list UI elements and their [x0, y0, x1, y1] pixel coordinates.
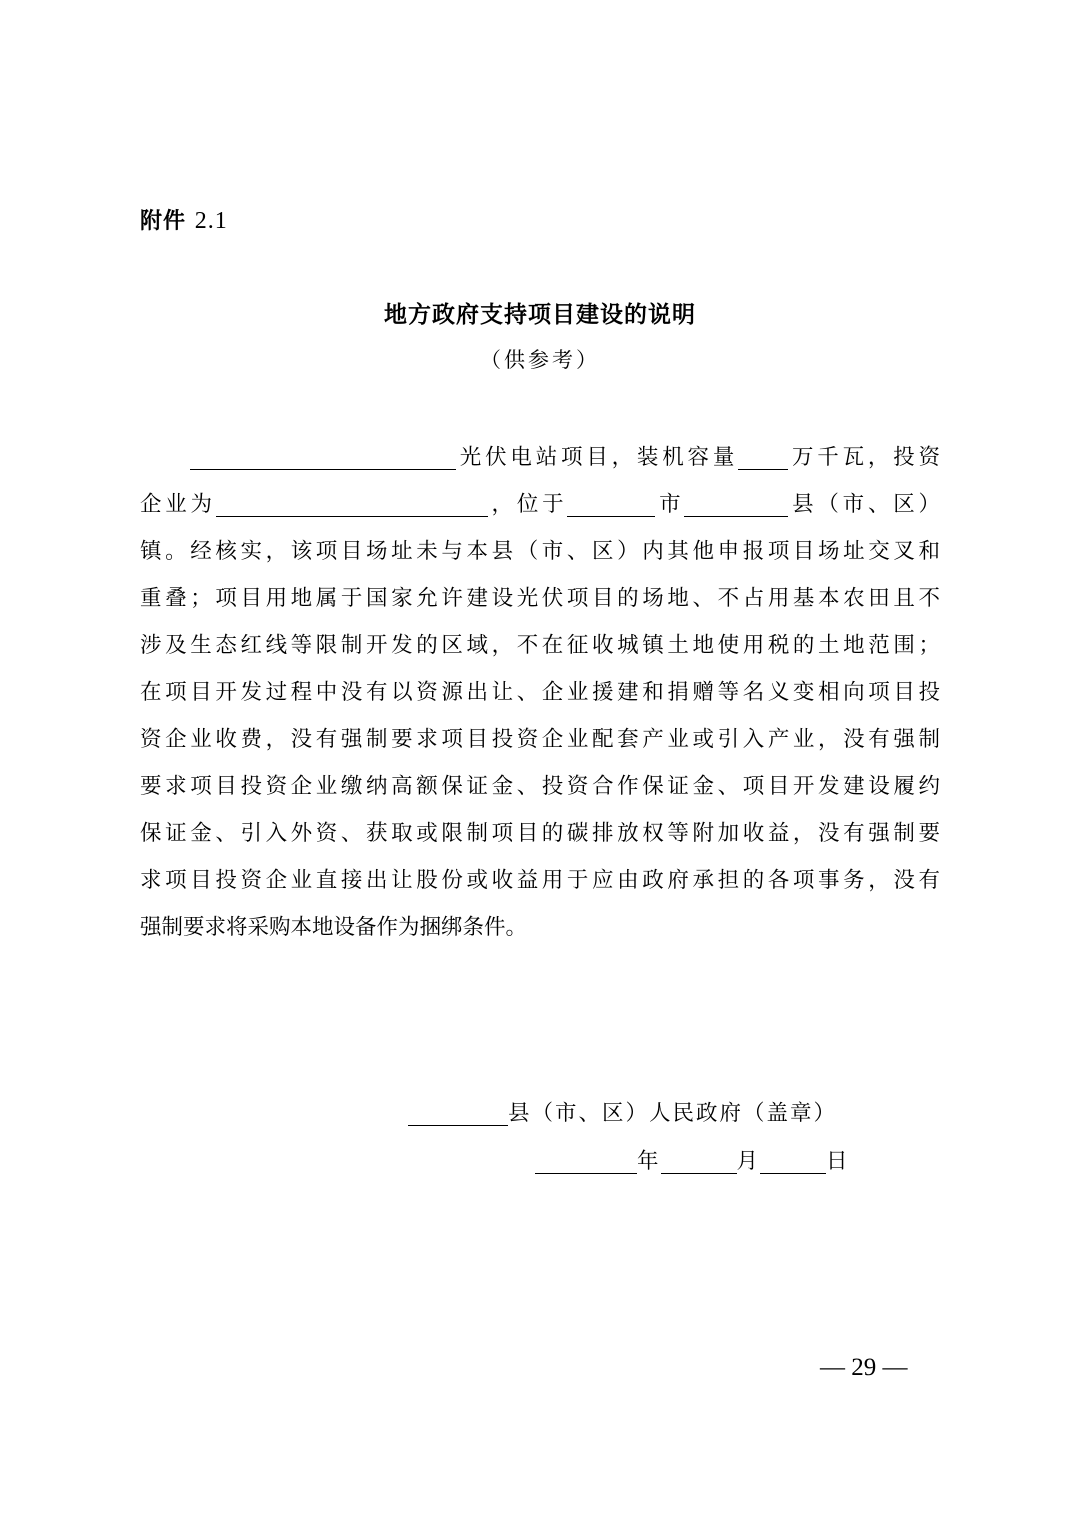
document-body: [140, 434, 940, 951]
signature-text: 县（市、区）人民政府（盖章）: [508, 1101, 838, 1126]
body-text: 万千瓦，投资: [788, 445, 940, 470]
project-name-blank[interactable]: [190, 441, 456, 470]
capacity-blank[interactable]: [738, 441, 788, 470]
attachment-word: 附件: [140, 209, 187, 234]
year-label: 年: [637, 1149, 661, 1174]
body-line-8: 要求项目投资企业缴纳高额保证金、投资合作保证金、项目开发建设履约: [140, 774, 940, 799]
body-line-1: [140, 434, 940, 481]
county-blank[interactable]: [684, 488, 788, 517]
date-line: [535, 1144, 850, 1175]
body-text: 光伏电站项目，装机容量: [456, 445, 739, 470]
body-line-10: 求项目投资企业直接出让股份或收益用于应由政府承担的各项事务，没有: [140, 868, 940, 893]
month-blank[interactable]: [661, 1145, 737, 1174]
signature-line: [408, 1096, 837, 1127]
body-line-2: [140, 481, 940, 528]
body-line-6: 在项目开发过程中没有以资源出让、企业援建和捐赠等名义变相向项目投: [140, 680, 940, 705]
day-blank[interactable]: [760, 1145, 826, 1174]
day-label: 日: [826, 1149, 850, 1174]
body-line-5: 涉及生态红线等限制开发的区域，不在征收城镇土地使用税的土地范围；: [140, 633, 940, 658]
attachment-number: 2.1: [194, 208, 228, 234]
body-text: 县（市、区）: [788, 492, 940, 517]
body-line-3: 镇。经核实，该项目场址未与本县（市、区）内其他申报项目场址交叉和: [140, 539, 940, 564]
city-blank[interactable]: [567, 488, 655, 517]
document-subtitle: （供参考）: [480, 348, 600, 372]
body-line-9: 保证金、引入外资、获取或限制项目的碳排放权等附加收益，没有强制要: [140, 821, 940, 846]
month-label: 月: [736, 1149, 761, 1174]
document-title: 地方政府支持项目建设的说明: [384, 302, 696, 328]
body-line-11: 强制要求将采购本地设备作为捆绑条件。: [140, 915, 528, 940]
body-text: 企业为: [140, 492, 216, 517]
body-text: 市: [655, 492, 685, 517]
body-line-7: 资企业收费，没有强制要求项目投资企业配套产业或引入产业，没有强制: [140, 727, 940, 752]
year-blank[interactable]: [535, 1145, 637, 1174]
signature-county-blank[interactable]: [408, 1097, 508, 1126]
company-blank[interactable]: [216, 488, 488, 517]
page-number: — 29 —: [820, 1354, 908, 1381]
attachment-label: [140, 204, 228, 235]
body-text: ，位于: [487, 492, 568, 517]
body-line-4: 重叠；项目用地属于国家允许建设光伏项目的场地、不占用基本农田且不: [140, 586, 940, 611]
